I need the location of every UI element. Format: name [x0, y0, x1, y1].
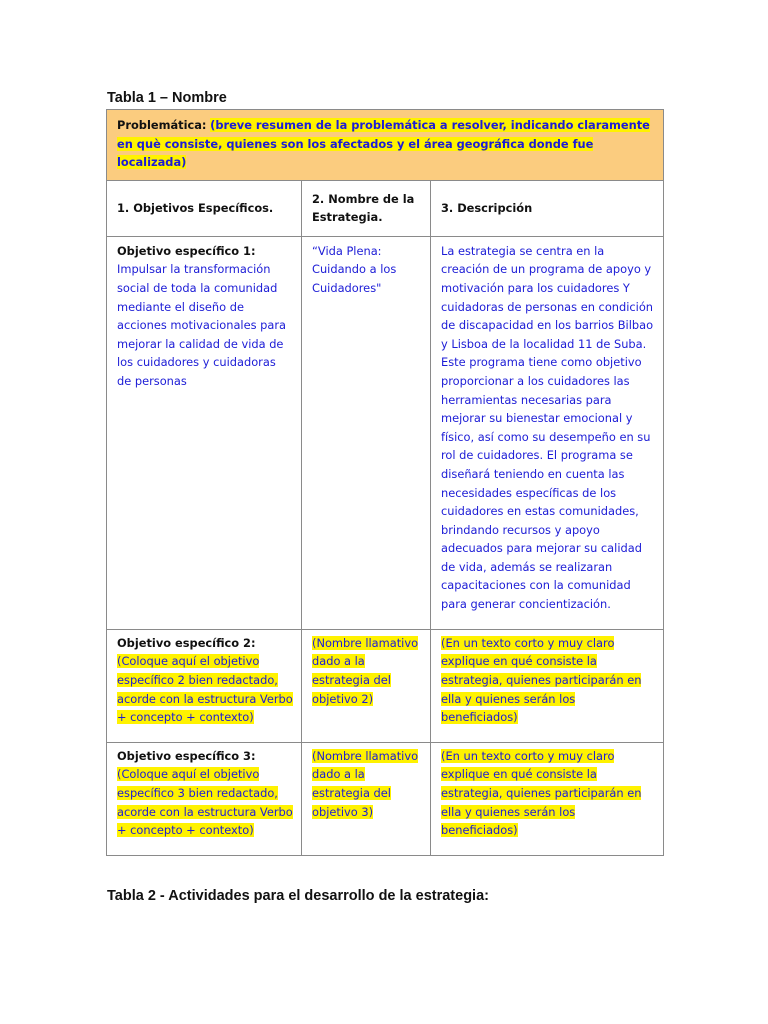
problematica-cell	[107, 110, 664, 181]
problematica-text: (breve resumen de la problemática a resolver, indicando claramente en què consiste, quienes son los afectados y el área geográfica donde fue localizada)	[117, 118, 650, 170]
tabla1-title: Tabla 1 – Nombre	[107, 90, 227, 106]
strategy-name-cell	[302, 629, 431, 742]
description-cell	[431, 629, 664, 742]
table-row	[107, 742, 664, 855]
objective-text: (Coloque aquí el objetivo específico 2 bien redactado, acorde con la estructura Verbo + concepto + contexto)	[117, 654, 293, 725]
objective-label: Objetivo específico 1:	[117, 243, 256, 258]
objective-label: Objetivo específico 2:	[117, 635, 256, 650]
header-objetivos: 1. Objetivos Específicos.	[107, 180, 302, 236]
description-text: (En un texto corto y muy claro explique en qué consiste la estrategia, quienes participarán en ella y quienes serán los beneficiados)	[441, 748, 642, 838]
header-estrategia: 2. Nombre de la Estrategia.	[302, 180, 431, 236]
strategy-name: (Nombre llamativo dado a la estrategia del objetivo 3)	[312, 748, 419, 819]
objective-cell	[107, 742, 302, 855]
strategy-table	[106, 109, 664, 856]
table-row	[107, 629, 664, 742]
description-cell	[431, 742, 664, 855]
objective-cell	[107, 236, 302, 629]
strategy-name: “Vida Plena: Cuidando a los Cuidadores"	[312, 243, 397, 295]
description-text: La estrategia se centra en la creación de un programa de apoyo y motivación para los cuidadores Y cuidadoras de personas en condición de discapacidad en los barrios Bilbao y Lisboa de la localidad 11 de Suba. Este programa tiene como objetivo proporcionar a los cuidadores las herramientas necesarias para mejorar su bienestar emocional y físico, así como su desempeño en su rol de cuidadores. El programa se diseñará teniendo en cuenta las necesidades específicas de los cuidadores en estas comunidades, brindando recursos y apoyo adecuados para mejorar su calidad de vida, además se realizaran capacitaciones con la comunidad para generar concientización.	[441, 243, 654, 612]
objective-text: Impulsar la transformación social de toda la comunidad mediante el diseño de acciones motivacionales para mejorar la calidad de vida de los cuidadores y cuidadoras de personas	[117, 262, 287, 388]
strategy-name-cell	[302, 236, 431, 629]
description-cell	[431, 236, 664, 629]
problematica-label: Problemática:	[117, 118, 207, 132]
objective-label: Objetivo específico 3:	[117, 748, 256, 763]
header-descripcion: 3. Descripción	[431, 180, 664, 236]
problematica-row	[107, 110, 664, 181]
table-row	[107, 236, 664, 629]
header-row	[107, 180, 664, 236]
strategy-name-cell	[302, 742, 431, 855]
objective-text: (Coloque aquí el objetivo específico 3 bien redactado, acorde con la estructura Verbo + concepto + contexto)	[117, 767, 293, 838]
strategy-name: (Nombre llamativo dado a la estrategia del objetivo 2)	[312, 635, 419, 706]
description-text: (En un texto corto y muy claro explique en qué consiste la estrategia, quienes participarán en ella y quienes serán los beneficiados)	[441, 635, 642, 725]
objective-cell	[107, 629, 302, 742]
tabla2-title: Tabla 2 - Actividades para el desarrollo de la estrategia:	[107, 888, 489, 904]
